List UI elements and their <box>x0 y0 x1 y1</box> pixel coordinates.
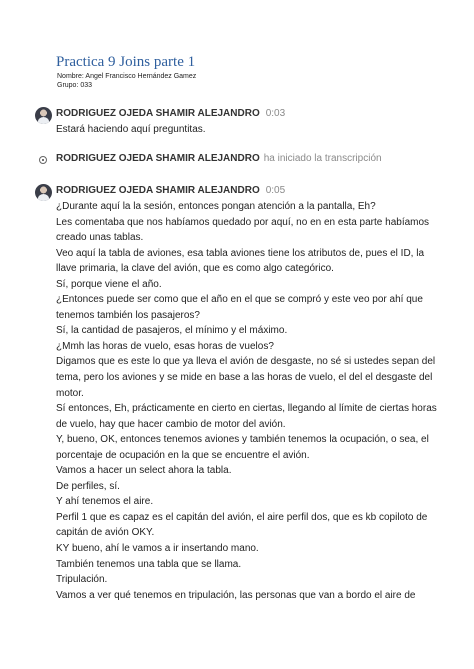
transcript-line: Tripulación. <box>56 574 108 586</box>
transcript-line: ¿Entonces puede ser como que el año en el que se compró y este veo por ahí que <box>56 294 423 306</box>
transcript-line: creado unas tablas. <box>56 232 144 244</box>
transcript-line: Sí, la cantidad de pasajeros, el mínimo y el máximo. <box>56 325 288 337</box>
transcript-line: Vamos a hacer un select ahora la tabla. <box>56 465 232 477</box>
transcript-line: motor. <box>56 387 84 399</box>
entry-text <box>56 199 437 603</box>
transcript-line: Veo aquí la tabla de aviones, esa tabla aviones tiene los atributos de, pues el ID, la <box>56 247 425 259</box>
speaker-avatar <box>35 184 52 201</box>
transcript-line: de vuelo, hay que hacer cambio de motor del avión. <box>56 418 286 430</box>
transcript-line: Digamos que es este lo que ya lleva el avión de desgaste, no sé si ustedes sepan del <box>56 356 436 368</box>
transcription-event-icon <box>39 156 47 164</box>
transcript-line: Sí entonces, Eh, prácticamente en cierto en ciertas, llegando al límite de ciertas horas <box>56 403 437 415</box>
entry-header <box>56 108 285 119</box>
transcript-line: Vamos a ver qué tenemos en tripulación, las personas que van a bordo el aire de <box>56 589 416 601</box>
transcript-line: Y, bueno, OK, entonces tenemos aviones y también tenemos la ocupación, o sea, el <box>56 434 429 446</box>
speaker-avatar <box>35 107 52 124</box>
transcript-line: porcentaje de ocupación en la que se encuentre el avión. <box>56 449 310 461</box>
speaker-name: RODRIGUEZ OJEDA SHAMIR ALEJANDRO <box>56 108 260 119</box>
entry-header <box>56 185 285 196</box>
entry-text <box>56 122 416 138</box>
transcript-line: ¿Durante aquí la la sesión, entonces pongan atención a la pantalla, Eh? <box>56 201 376 212</box>
timestamp: 0:05 <box>265 185 286 196</box>
transcript-line: KY bueno, ahí le vamos a ir insertando mano. <box>56 543 259 555</box>
transcript-line: llave primaria, la clave del avión, que es como algo categórico. <box>56 263 334 275</box>
event-text: ha iniciado la transcripción <box>263 153 382 164</box>
transcript-line: Y ahí tenemos el aire. <box>56 496 154 508</box>
transcript-line: Estará haciendo aquí preguntitas. <box>56 124 206 135</box>
transcript-line: capitán de avión OKY. <box>56 527 155 539</box>
transcript-line: ¿Mmh las horas de vuelo, esas horas de vuelos? <box>56 340 274 352</box>
transcript-line: tenemos también los pasajeros? <box>56 309 200 321</box>
transcript-line: También tenemos una tabla que se llama. <box>56 558 242 570</box>
event-row <box>56 153 382 164</box>
speaker-name: RODRIGUEZ OJEDA SHAMIR ALEJANDRO <box>56 153 260 164</box>
document-title: Practica 9 Joins parte 1 <box>56 54 196 70</box>
transcript-line: Sí, porque viene el año. <box>56 278 162 290</box>
group-number: Grupo: 033 <box>57 82 93 89</box>
transcript-line: Perfil 1 que es capaz es el capitán del avión, el aire perfil dos, que es kb copiloto de <box>56 511 428 523</box>
transcript-line: De perfiles, sí. <box>56 480 120 492</box>
author-name: Nombre: Angel Francisco Hernández Gamez <box>57 73 197 80</box>
transcript-line: Les comentaba que nos habíamos quedado por aquí, no en en esta parte habíamos <box>56 216 430 228</box>
speaker-name: RODRIGUEZ OJEDA SHAMIR ALEJANDRO <box>56 185 260 196</box>
transcript-line: tema, pero los aviones y se mide en base a las horas de vuelo, el del el desgaste del <box>56 372 433 384</box>
timestamp: 0:03 <box>265 108 286 119</box>
